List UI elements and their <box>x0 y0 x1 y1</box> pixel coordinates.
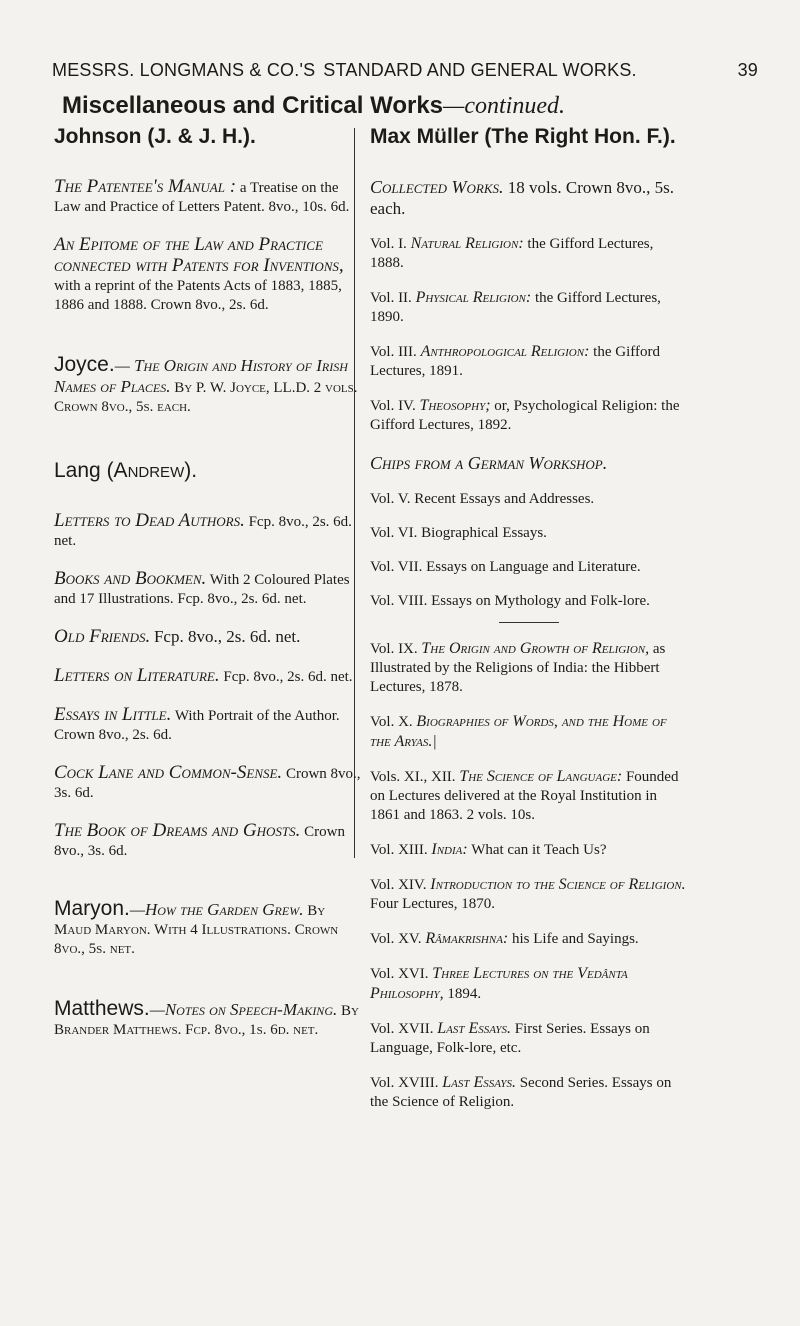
entry-old-friends <box>54 627 364 648</box>
entry-title: Collected Works. <box>370 177 504 197</box>
entry-details: With Portrait of the Author. Crown 8vo., 2s. 6d. <box>54 708 340 743</box>
page-number: 39 <box>737 60 758 80</box>
vol-title: The Science of Language: <box>459 768 623 785</box>
vol-details: Founded on Lectures delivered at the Royal Institution in 1861 and 1863. 2 vols. 10s. <box>370 769 679 823</box>
entry-joyce <box>54 355 364 417</box>
entry-title: —Notes on Speech-Making. <box>149 1000 338 1019</box>
entry-books-bookmen <box>54 569 364 609</box>
vol-13 <box>370 840 688 860</box>
collected-works <box>370 177 688 219</box>
entry-title: Cock Lane and Common-Sense. <box>54 762 283 783</box>
author-max-muller: Max Müller (The Right Hon. F.). <box>370 125 676 148</box>
vol-14 <box>370 875 688 914</box>
entry-title: Old Friends. <box>54 626 151 647</box>
vol-10 <box>370 712 688 752</box>
vol-number: Vol. XV. <box>370 931 422 947</box>
entry-details: By Brander Matthews. Fcp. 8vo., 1s. 6d. net. <box>54 1003 359 1038</box>
vol-details: First Series. Essays on Language, Folk-lore, etc. <box>370 1021 650 1056</box>
vol-11-12 <box>370 767 688 825</box>
entry-details: Fcp. 8vo., 2s. 6d. net. <box>223 669 353 685</box>
vol-title: Natural Religion: <box>410 235 524 252</box>
vol-details: Four Lectures, 1870. <box>370 896 495 912</box>
entry-details: With 2 Coloured Plates and 17 Illustrations. Fcp. 8vo., 2s. 6d. net. <box>54 572 350 607</box>
entry-title: Essays in Little. <box>54 704 172 725</box>
vol-number: Vols. XI., XII. <box>370 769 456 785</box>
vol-number: Vol. IX. <box>370 641 418 657</box>
entry-title: An Epitome of the Law and Practice connected with Patents for Inventions, <box>54 234 344 276</box>
title-main: Miscellaneous and Critical Works <box>62 92 444 119</box>
vol-number: Vol. XVI. <box>370 966 429 982</box>
author-lang-paren: (Andrew). <box>106 459 198 482</box>
header-right: STANDARD AND GENERAL WORKS. <box>323 60 637 80</box>
vol-number: Vol. I. <box>370 236 407 252</box>
entry-details: Crown 8vo., 3s. 6d. <box>54 824 345 859</box>
page-title <box>62 92 762 120</box>
vol-details: the Gifford Lectures, 1888. <box>370 236 654 271</box>
vol-8: Vol. VIII. Essays on Mythology and Folk-lore. <box>370 593 650 609</box>
entry-title: The Patentee's Manual : <box>54 176 237 197</box>
vol-number: Vol. IV. <box>370 398 416 414</box>
vol-title: The Origin and Growth of Religion, <box>421 640 650 657</box>
vol-number: Vol. XVII. <box>370 1021 434 1037</box>
vol-number: Vol. XVIII. <box>370 1075 439 1091</box>
header-text <box>52 60 637 81</box>
chips-heading: Chips from a German Workshop. <box>370 453 608 473</box>
vol-number: Vol. X. <box>370 714 413 730</box>
vol-details: the Gifford Lectures, 1890. <box>370 290 661 325</box>
entry-patentees-manual <box>54 177 364 217</box>
entry-details: a Treatise on the Law and Practice of Letters Patent. 8vo., 10s. 6d. <box>54 180 350 215</box>
vol-3 <box>370 342 688 381</box>
entry-details: Fcp. 8vo., 2s. 6d. net. <box>54 514 352 549</box>
vol-title: Introduction to the Science of Religion. <box>430 876 686 893</box>
vol-number: Vol. III. <box>370 344 417 360</box>
entry-title: —How the Garden Grew. <box>129 900 304 919</box>
author-lang-name: Lang <box>54 459 101 482</box>
section-rule <box>499 622 559 623</box>
vol-title: Physical Religion: <box>415 289 532 306</box>
entry-maryon <box>54 899 364 959</box>
vol-1 <box>370 234 688 273</box>
vol-details: or, Psychological Religion: the Gifford Lectures, 1892. <box>370 398 680 433</box>
entry-title: Books and Bookmen. <box>54 568 207 589</box>
vol-details: Second Series. Essays on the Science of Religion. <box>370 1075 672 1110</box>
vol-6: Vol. VI. Biographical Essays. <box>370 525 547 541</box>
vol-number: Vol. XIII. <box>370 842 428 858</box>
author-maryon: Maryon. <box>54 897 130 920</box>
author-johnson: Johnson (J. & J. H.). <box>54 125 256 148</box>
entry-letters-dead-authors <box>54 511 364 551</box>
vol-title: Biographies of Words, and the Home of the Aryas.| <box>370 713 667 750</box>
entry-details: 18 vols. Crown 8vo., 5s. each. <box>370 178 675 218</box>
vol-9 <box>370 639 688 697</box>
author-lang <box>54 459 364 483</box>
entry-epitome <box>54 235 364 315</box>
author-joyce: Joyce. <box>54 353 115 376</box>
entry-details: By P. W. Joyce, LL.D. 2 vols. Crown 8vo., 5s. each. <box>54 380 358 415</box>
author-matthews: Matthews. <box>54 997 150 1020</box>
vol-details: 1894. <box>447 986 482 1002</box>
vol-title: Râmakrishna: <box>425 930 509 947</box>
vol-number: Vol. XIV. <box>370 877 427 893</box>
vol-details: the Gifford Lectures, 1891. <box>370 344 660 379</box>
right-column <box>370 125 688 1127</box>
entry-title: The Book of Dreams and Ghosts. <box>54 820 301 841</box>
vol-5: Vol. V. Recent Essays and Addresses. <box>370 491 595 507</box>
entry-details: Fcp. 8vo., 2s. 6d. net. <box>153 627 301 646</box>
vol-15 <box>370 929 688 949</box>
vol-details: his Life and Sayings. <box>512 931 639 947</box>
entry-title: — The Origin and History of Irish Names of Places. <box>54 356 348 396</box>
title-continued: —continued. <box>443 93 565 119</box>
vol-18 <box>370 1073 688 1112</box>
vol-number: Vol. II. <box>370 290 412 306</box>
vol-details: What can it Teach Us? <box>471 842 607 858</box>
vol-16 <box>370 964 688 1004</box>
vol-17 <box>370 1019 688 1058</box>
vol-title: Last Essays. <box>437 1020 511 1037</box>
entry-details: Crown 8vo., 3s. 6d. <box>54 766 361 801</box>
vol-title: Last Essays. <box>442 1074 516 1091</box>
vol-4 <box>370 396 688 435</box>
entry-title: Letters on Literature. <box>54 665 220 686</box>
vol-title: Three Lectures on the Vedânta Philosophy, <box>370 965 628 1002</box>
left-column <box>54 125 364 1058</box>
entry-letters-literature <box>54 666 364 687</box>
header-left: MESSRS. LONGMANS & CO.'S <box>52 60 316 80</box>
entry-details: By Maud Maryon. With 4 Illustrations. Crown 8vo., 5s. net. <box>54 903 339 957</box>
entry-details: with a reprint of the Patents Acts of 1883, 1885, 1886 and 1888. Crown 8vo., 2s. 6d. <box>54 278 342 313</box>
vol-title: India: <box>431 841 468 858</box>
running-header <box>52 60 758 81</box>
entry-cock-lane <box>54 763 364 803</box>
vol-title: Theosophy; <box>419 397 491 414</box>
entry-title: Letters to Dead Authors. <box>54 510 245 531</box>
vol-7: Vol. VII. Essays on Language and Literature. <box>370 559 641 575</box>
entry-book-dreams <box>54 821 364 861</box>
vol-details: as Illustrated by the Religions of India: the Hibbert Lectures, 1878. <box>370 641 666 695</box>
vol-2 <box>370 288 688 327</box>
vol-title: Anthropological Religion: <box>420 343 590 360</box>
entry-essays-little <box>54 705 364 745</box>
entry-matthews <box>54 999 364 1040</box>
